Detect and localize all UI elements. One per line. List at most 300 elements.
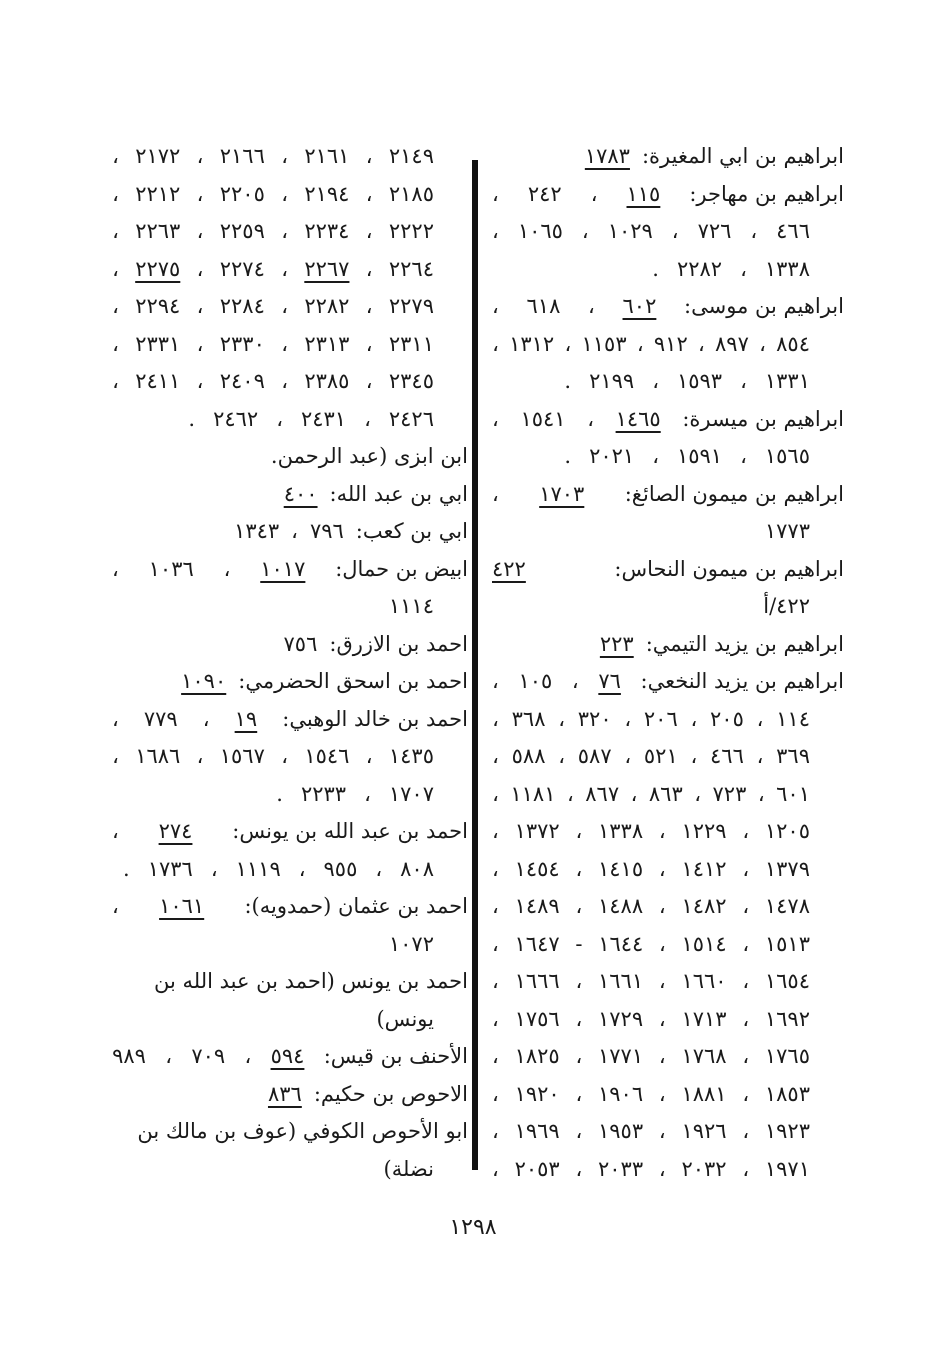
index-token: ،	[658, 1081, 666, 1106]
index-token: ٢١٧٢	[135, 144, 181, 168]
reference-number-underlined: ١٤٦٥	[615, 406, 661, 431]
reference-number-underlined: ٨٣٦	[267, 1081, 302, 1106]
index-token: ٨٦٣	[648, 781, 683, 806]
index-token: ،	[365, 219, 373, 243]
index-token: ،	[575, 894, 583, 918]
index-token: ،	[298, 856, 306, 881]
index-token: ،	[658, 969, 666, 993]
index-token: ،	[196, 369, 204, 393]
reference-number-underlined: ١٧٠٣	[539, 481, 585, 506]
index-token: ،	[196, 144, 204, 168]
index-token: .	[652, 256, 659, 281]
column-divider	[472, 160, 478, 1170]
index-token: ،	[659, 931, 666, 956]
index-line	[112, 888, 468, 926]
index-token: ،	[492, 294, 499, 318]
index-token: ،	[223, 556, 231, 581]
index-token: ،	[196, 181, 204, 206]
index-token: ٣٦٨	[511, 706, 546, 731]
index-token: ١٤٨٩	[514, 894, 560, 918]
reference-number-underlined: ٢٧٤	[158, 819, 193, 843]
index-token: ٧٧٩	[143, 706, 178, 731]
index-token: ،	[244, 1044, 252, 1068]
reference-number-underlined: ١٧٨٣	[584, 144, 630, 168]
index-line	[112, 1001, 468, 1039]
index-token: ،	[492, 931, 499, 956]
index-token: ،	[575, 1156, 583, 1181]
index-token: ٢٢٩٤	[135, 294, 181, 318]
index-token: ،	[196, 294, 204, 318]
index-token: ١٣٣٨	[764, 256, 810, 281]
index-token: ٢٣٣٠	[219, 331, 265, 356]
index-token: .	[188, 406, 196, 431]
index-token: ،	[196, 219, 204, 243]
index-line	[492, 626, 844, 664]
index-line	[492, 888, 844, 926]
index-token: ابراهيم بن ابي المغيرة:	[641, 144, 844, 168]
index-token: ٣٢٠	[577, 706, 612, 731]
index-token: ،	[575, 969, 583, 993]
index-line	[112, 1038, 468, 1076]
index-line	[492, 438, 844, 476]
index-token: ١٢٠٥	[764, 819, 810, 843]
index-token: ،	[757, 781, 765, 806]
reference-number-underlined: ١١٥	[626, 181, 661, 206]
index-token: ٢٠٣٢	[681, 1156, 727, 1181]
index-token: ،	[740, 369, 747, 393]
index-line	[112, 1113, 468, 1151]
index-token: ،	[742, 856, 750, 881]
index-token: ٤٦٦	[710, 744, 744, 768]
index-token: ١٣٤٣	[234, 519, 280, 543]
index-token: ،	[658, 1006, 666, 1031]
index-token: ٢١٤٩	[388, 144, 434, 168]
index-token: .	[564, 369, 572, 393]
index-token: ،	[571, 669, 579, 693]
index-token: ،	[492, 181, 499, 206]
index-token: ١٩٥٣	[598, 1119, 644, 1143]
index-token: ،	[365, 369, 373, 393]
index-token: الأحنف بن قيس:	[323, 1044, 468, 1068]
index-line	[112, 326, 468, 364]
index-token: ٢٠٣٣	[598, 1156, 644, 1181]
index-token: ،	[742, 1006, 750, 1031]
index-line	[112, 363, 468, 401]
index-token: ١٦٨٦	[135, 744, 181, 768]
index-token: ٢٤٢	[527, 181, 562, 206]
index-line	[492, 476, 844, 514]
index-token: احمد بن خالد الوهبي:	[282, 706, 468, 731]
index-token: ،	[630, 781, 638, 806]
index-token: ،	[740, 256, 747, 281]
index-token: ٧٩٦	[309, 519, 344, 543]
index-token: ،	[742, 969, 750, 993]
index-line	[112, 1151, 468, 1189]
index-token: ،	[658, 1044, 666, 1068]
index-token: ١٧٢٩	[598, 1006, 644, 1031]
index-token: ١٧٥٦	[514, 1006, 560, 1031]
index-token: ١٨٢٥	[514, 1044, 560, 1068]
index-token: ابيض بن حمال:	[335, 556, 468, 581]
index-token: ،	[742, 1156, 750, 1181]
index-line	[492, 776, 844, 814]
index-token: ٢٢٨٢	[304, 294, 350, 318]
index-line	[112, 701, 468, 739]
index-token: ٨٩٧	[715, 331, 749, 356]
index-token: ،	[690, 744, 698, 768]
index-token: ١٦٦١	[598, 969, 644, 993]
index-token: ٢١٩٩	[589, 369, 635, 393]
index-token: ١٥٤١	[520, 406, 566, 431]
index-line	[112, 588, 468, 626]
index-token: ١٨٨١	[681, 1081, 727, 1106]
index-token: الاحوص بن حكيم:	[313, 1081, 468, 1106]
reference-number-underlined: ٤٢٢	[492, 556, 526, 581]
index-line	[112, 626, 468, 664]
index-token: ١٠٧٢	[388, 931, 434, 956]
index-token: ،	[112, 144, 119, 168]
index-token: ١٣٣١	[764, 369, 810, 393]
index-token: ١٦٦٦	[514, 969, 560, 993]
index-token: ،	[165, 1044, 172, 1068]
index-token: ،	[567, 781, 574, 806]
index-line	[112, 476, 468, 514]
index-token: ،	[202, 706, 210, 731]
index-token: ابراهيم بن يزيد التيمي:	[645, 631, 844, 656]
reference-number-underlined: ٢٢٦٧	[304, 256, 350, 281]
index-token: ،	[281, 369, 288, 393]
index-token: ،	[492, 406, 499, 431]
index-token: ٢٣٣١	[135, 331, 181, 356]
index-token: ١٦٤٧	[514, 931, 560, 956]
index-token: ٣٦٩	[776, 744, 810, 768]
index-token: ،	[492, 481, 499, 506]
index-token: ١٩٠٦	[598, 1081, 644, 1106]
index-token: ١٥٦٥	[764, 444, 810, 468]
reference-number-underlined: ٦٠٢	[622, 294, 657, 318]
index-line	[492, 663, 844, 701]
index-token: ابراهيم بن ميمون النحاس:	[614, 556, 844, 581]
index-token: ١٤١٥	[598, 856, 644, 881]
index-token: ٢٢٥٩	[219, 219, 265, 243]
index-token: ١٠٢٩	[607, 219, 653, 243]
index-token: ،	[558, 744, 566, 768]
index-token: ،	[624, 744, 632, 768]
index-line	[492, 851, 844, 889]
index-line	[112, 963, 468, 1001]
index-token: احمد بن عثمان (حمدويه):	[244, 894, 468, 918]
index-token: ٢٠٥	[710, 706, 744, 731]
index-token: ،	[364, 781, 371, 806]
index-line	[492, 1113, 844, 1151]
index-line	[492, 213, 844, 251]
index-token: ٢٣١١	[388, 331, 434, 356]
index-token: ١٥١٤	[681, 931, 727, 956]
index-line	[492, 251, 844, 289]
index-token: ،	[365, 744, 373, 768]
index-token: ١٤٨٢	[681, 894, 727, 918]
index-token: يونس)	[376, 1006, 434, 1031]
index-token: نضلة)	[383, 1156, 434, 1181]
index-token: ،	[112, 331, 119, 356]
index-token: ٧٢٣	[712, 781, 747, 806]
index-token: ٢١٦١	[304, 144, 350, 168]
index-token: ١٧٧٣	[764, 519, 810, 543]
index-token: ١٤٥٤	[514, 856, 560, 881]
index-token: ،	[210, 856, 218, 881]
index-token: ،	[694, 781, 702, 806]
index-token: ١١٤	[776, 706, 810, 731]
index-token: ١٩٢٣	[764, 1119, 810, 1143]
index-token: ،	[564, 331, 572, 356]
index-token: ،	[112, 256, 119, 281]
index-token: ٢٤٣١	[300, 406, 347, 431]
index-token: ،	[492, 894, 499, 918]
index-token: ٤٢٢/أ	[763, 594, 810, 618]
index-token: ،	[196, 331, 204, 356]
index-token: ،	[112, 556, 119, 581]
index-line	[492, 738, 844, 776]
index-token: ،	[112, 294, 119, 318]
index-token: ،	[575, 1044, 583, 1068]
index-column-right	[492, 138, 844, 1188]
index-token: ٥٢١	[643, 744, 678, 768]
index-token: ،	[740, 444, 747, 468]
reference-number-underlined: ١٠٦١	[159, 894, 205, 918]
index-token: ١٥١٣	[764, 931, 810, 956]
index-token: ابن ابزى (عبد الرحمن.	[270, 444, 468, 468]
index-line	[112, 1076, 468, 1114]
index-token: ،	[575, 856, 583, 881]
index-token: ،	[281, 181, 288, 206]
index-token: ابي بن كعب:	[355, 519, 468, 543]
index-line	[112, 138, 468, 176]
index-token: ،	[112, 219, 119, 243]
index-line	[112, 176, 468, 214]
index-token: ٢٤٦٢	[213, 406, 259, 431]
index-token: ،	[492, 706, 499, 731]
index-line	[112, 438, 468, 476]
index-token: ٥٨٧	[577, 744, 612, 768]
index-token: ،	[492, 219, 499, 243]
index-token: ،	[492, 1081, 499, 1106]
index-token: ابراهيم بن ميسرة:	[682, 406, 844, 431]
index-token: ،	[575, 1119, 583, 1143]
index-token: ،	[581, 219, 589, 243]
index-token: ١١٨١	[510, 781, 556, 806]
index-token: ٢٠٥٣	[514, 1156, 560, 1181]
index-token: ٦١٨	[526, 294, 561, 318]
index-token: ١٩٧١	[764, 1156, 810, 1181]
index-token: ٢٢٣٣	[300, 781, 347, 806]
index-token: ٢٢٠٥	[219, 181, 265, 206]
index-token: ٩٨٩	[112, 1044, 146, 1068]
index-line	[492, 813, 844, 851]
index-token: ١٠٦٥	[517, 219, 563, 243]
index-token: ،	[742, 1081, 750, 1106]
index-token: ،	[588, 294, 595, 318]
index-token: ،	[281, 256, 288, 281]
index-line	[112, 663, 468, 701]
index-token: ،	[365, 256, 373, 281]
index-token: ٢٢٦٣	[135, 219, 181, 243]
index-column-left	[112, 138, 468, 1188]
index-token: ٢٢٦٤	[388, 256, 434, 281]
index-line	[112, 813, 468, 851]
index-token: ،	[492, 781, 499, 806]
index-token: ،	[112, 369, 119, 393]
index-token: ابراهيم بن مهاجر:	[689, 181, 844, 206]
index-token: ١٦٩٢	[764, 1006, 810, 1031]
index-token: ،	[365, 181, 373, 206]
index-token: ،	[624, 706, 632, 731]
index-token: ١٥٤٦	[304, 744, 350, 768]
index-token: ٤٦٦	[776, 219, 810, 243]
index-token: ،	[742, 1119, 750, 1143]
index-line	[492, 701, 844, 739]
index-token: ،	[375, 856, 383, 881]
index-token: ٢١٨٥	[388, 181, 434, 206]
index-token: ٢١٩٤	[304, 181, 350, 206]
index-line	[492, 326, 844, 364]
index-line	[492, 551, 844, 589]
index-token: ١٢٢٩	[681, 819, 727, 843]
index-token: ٢٠٢١	[589, 444, 635, 468]
reference-number-underlined: ٢٢٣	[599, 631, 634, 656]
index-line	[112, 738, 468, 776]
index-token: ١٤٧٨	[764, 894, 810, 918]
index-line	[492, 1151, 844, 1189]
index-token: ١٠٥	[518, 669, 553, 693]
index-token: ١٧٦٥	[764, 1044, 810, 1068]
index-line	[492, 1001, 844, 1039]
reference-number-underlined: ٧٦	[598, 669, 621, 693]
index-token: ،	[281, 744, 288, 768]
index-token: ٧٥٦	[283, 631, 318, 656]
index-token: ٢٢٨٤	[219, 294, 265, 318]
index-token: ،	[112, 744, 119, 768]
reference-number-underlined: ٥٩٤	[270, 1044, 305, 1068]
index-token: ٢١٦٦	[219, 144, 265, 168]
reference-number-underlined: ١٩	[234, 706, 258, 731]
index-token: ،	[690, 706, 698, 731]
index-token: ١٣٧٢	[514, 819, 560, 843]
reference-number-underlined: ١٠١٧	[260, 556, 306, 581]
index-token: ،	[636, 331, 644, 356]
index-line	[492, 513, 844, 551]
index-token: ١٩٢٠	[514, 1081, 560, 1106]
index-token: ١٩٦٩	[514, 1119, 560, 1143]
index-token: ،	[587, 406, 594, 431]
index-token: ،	[492, 969, 499, 993]
index-token: ابراهيم بن يزيد النخعي:	[640, 669, 844, 693]
index-token: ،	[575, 1081, 583, 1106]
index-token: ،	[281, 219, 288, 243]
index-token: ١٨٥٣	[764, 1081, 810, 1106]
index-token: ١٧٣٦	[147, 856, 193, 881]
index-token: ١١١٩	[235, 856, 281, 881]
index-token: ابو الأحوص الكوفي (عوف بن مالك بن	[137, 1119, 468, 1143]
index-token: ،	[698, 331, 705, 356]
index-token: ١١١٤	[388, 594, 434, 618]
index-token: ،	[750, 219, 758, 243]
index-token: ،	[759, 331, 766, 356]
index-token: ٢٢٣٤	[304, 219, 350, 243]
index-line	[112, 926, 468, 964]
index-token: ،	[575, 819, 583, 843]
index-line	[492, 401, 844, 439]
index-token: ،	[112, 181, 119, 206]
index-token: .	[564, 444, 572, 468]
index-token: ٢٢٨٢	[676, 256, 723, 281]
index-token: احمد بن اسحق الحضرمي:	[238, 669, 468, 693]
index-token: ٢٣٨٥	[304, 369, 350, 393]
index-token: ،	[492, 819, 499, 843]
index-token: ،	[575, 1006, 583, 1031]
index-token: احمد بن يونس (احمد بن عبد الله بن	[153, 969, 468, 993]
index-token: ،	[365, 331, 373, 356]
index-token: ابراهيم بن موسى:	[684, 294, 844, 318]
index-line	[112, 401, 468, 439]
reference-number-underlined: ٢٢٧٥	[135, 256, 181, 281]
index-token: ١٧٦٨	[681, 1044, 727, 1068]
index-token: ،	[365, 294, 373, 318]
index-token: ،	[671, 219, 679, 243]
index-token: ١٠٣٦	[148, 556, 194, 581]
index-token: ٩١٢	[653, 331, 688, 356]
index-token: ٧٠٩	[191, 1044, 226, 1068]
index-token: ٢٢٧٩	[388, 294, 434, 318]
index-line	[492, 963, 844, 1001]
index-line	[112, 213, 468, 251]
index-token: احمد بن عبد الله بن يونس:	[232, 819, 468, 843]
index-token: ،	[652, 369, 659, 393]
index-token: ٢٢١٢	[135, 181, 181, 206]
index-token: ،	[492, 1156, 499, 1181]
index-token: ،	[291, 519, 298, 543]
index-token: ،	[492, 1044, 499, 1068]
index-token: ،	[756, 706, 764, 731]
index-token: ٨٠٨	[400, 856, 434, 881]
index-token: ١٦٦٠	[681, 969, 727, 993]
index-token: ،	[281, 331, 288, 356]
index-token: ٢٠٦	[643, 706, 678, 731]
index-token: ٦٠١	[776, 781, 810, 806]
index-token: ١٤٨٨	[598, 894, 644, 918]
index-line	[492, 1076, 844, 1114]
reference-number-underlined: ٤٠٠	[283, 481, 318, 506]
index-token: ،	[364, 406, 371, 431]
index-token: ،	[281, 144, 288, 168]
index-line	[492, 138, 844, 176]
index-token: ،	[196, 256, 204, 281]
index-token: ،	[492, 331, 499, 356]
index-token: ٢٤٢٦	[388, 406, 434, 431]
index-token: ،	[492, 669, 499, 693]
index-token: ،	[652, 444, 659, 468]
index-token: ،	[590, 181, 598, 206]
index-line	[492, 588, 844, 626]
index-token: ٢٣٤٥	[388, 369, 434, 393]
index-token: ،	[658, 856, 666, 881]
index-token: .	[123, 856, 130, 881]
index-token: ٨٦٧	[585, 781, 620, 806]
index-token: ٢٣١٣	[304, 331, 350, 356]
index-token: ٢٢٧٤	[219, 256, 265, 281]
index-token: ٨٥٤	[776, 331, 810, 356]
index-line	[492, 1038, 844, 1076]
index-token: ،	[492, 856, 499, 881]
